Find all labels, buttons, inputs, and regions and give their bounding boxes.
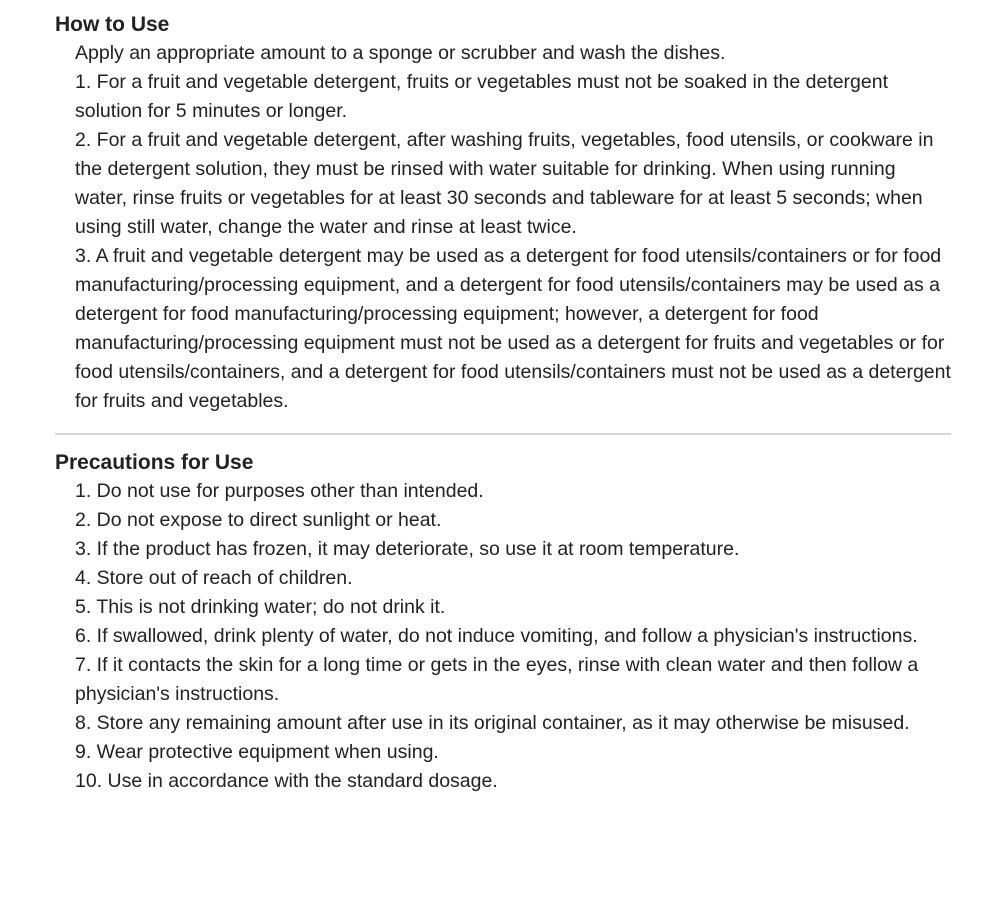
how-to-use-body: [75, 39, 951, 416]
how-to-use-item-1: 1. For a fruit and vegetable detergent, fruits or vegetables must not be soaked in the detergent solution for 5 minutes or longer.: [75, 71, 889, 122]
precaution-item-2: 2. Do not expose to direct sunlight or heat.: [75, 509, 442, 531]
precaution-item-1: 1. Do not use for purposes other than intended.: [75, 480, 484, 502]
how-to-use-item-3: 3. A fruit and vegetable detergent may be used as a detergent for food utensils/containers or for food manufacturing/processing equipment, and a detergent for food utensils/containers may be used as a detergent for food manufacturing/processing equipment; however, a detergent for food manufacturing/processing equipment must not be used as a detergent for fruits and vegetables or for food utensils/containers, and a detergent for food utensils/containers must not be used as a detergent for fruits and vegetables.: [75, 245, 951, 412]
how-to-use-intro: Apply an appropriate amount to a sponge or scrubber and wash the dishes.: [75, 42, 726, 64]
precautions-body: [75, 477, 951, 796]
precaution-item-5: 5. This is not drinking water; do not drink it.: [75, 596, 446, 618]
precaution-item-10: 10. Use in accordance with the standard dosage.: [75, 770, 498, 792]
how-to-use-section: [55, 10, 951, 416]
precaution-item-6: 6. If swallowed, drink plenty of water, do not induce vomiting, and follow a physician's instructions.: [75, 625, 918, 647]
precaution-item-4: 4. Store out of reach of children.: [75, 567, 353, 589]
precautions-section: [55, 448, 951, 796]
how-to-use-item-2: 2. For a fruit and vegetable detergent, after washing fruits, vegetables, food utensils, or cookware in the detergent solution, they must be rinsed with water suitable for drinking. When using running water, rinse fruits or vegetables for at least 30 seconds and tableware for at least 5 seconds; when using still water, change the water and rinse at least twice.: [75, 129, 934, 238]
precautions-heading: Precautions for Use: [55, 451, 254, 474]
precaution-item-3: 3. If the product has frozen, it may deteriorate, so use it at room temperature.: [75, 538, 740, 560]
precaution-item-9: 9. Wear protective equipment when using.: [75, 741, 439, 763]
precaution-item-7: 7. If it contacts the skin for a long time or gets in the eyes, rinse with clean water and then follow a physician's instructions.: [75, 654, 919, 705]
section-divider: [55, 433, 951, 435]
precaution-item-8: 8. Store any remaining amount after use in its original container, as it may otherwise be misused.: [75, 712, 910, 734]
how-to-use-heading: How to Use: [55, 13, 170, 36]
